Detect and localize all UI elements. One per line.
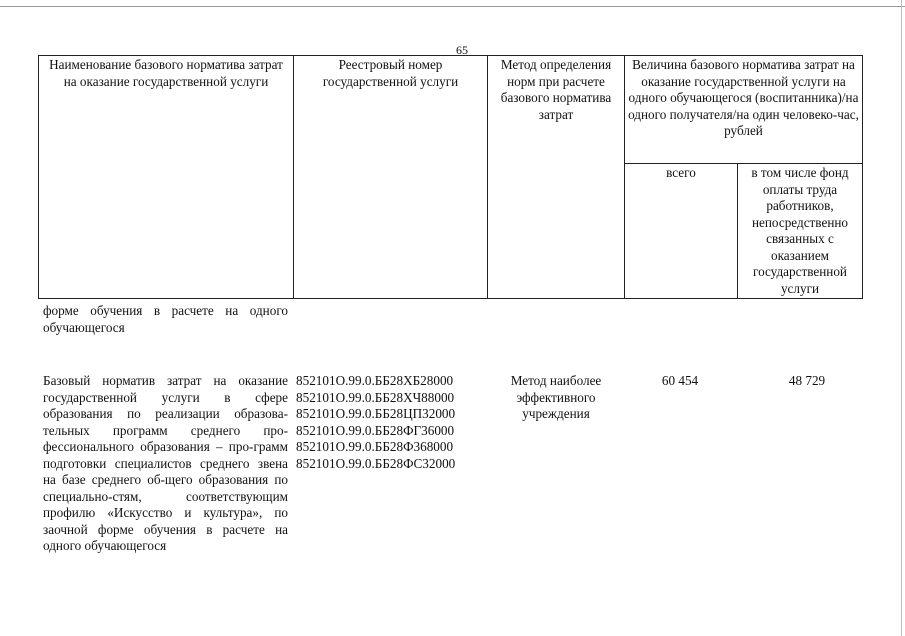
row-wage-fund: 48 729 <box>788 373 826 388</box>
registry-number: 852101О.99.0.ББ28Ф368000 <box>296 439 454 454</box>
registry-number: 852101О.99.0.ББ28ХБ28000 <box>296 373 454 388</box>
registry-number: 852101О.99.0.ББ28ЦП32000 <box>296 406 456 421</box>
row-name: Базовый норматив затрат на оказание государственной услуги в сфере образования по реализации образова-тельных программ среднего про-фессионального образования – про-грамм подготовки специалистов среднего звена на базе среднего об-щего образования по специально-стям, соответствующим профилю «Искусство и культура», по заочной форме обучения в расчете на одного обучающегося <box>43 373 288 553</box>
header-registry-number: Реестровый номер государственной услуги <box>294 56 488 299</box>
row-method: Метод наиболее эффективного учреждения <box>510 373 602 421</box>
header-total: всего <box>625 164 738 299</box>
registry-number: 852101О.99.0.ББ28ФГ36000 <box>296 422 455 438</box>
header-name: Наименование базового норматива затрат на оказание государственной услуги <box>39 56 294 299</box>
scan-top-border <box>0 6 905 7</box>
header-method: Метод определения норм при расчете базового норматива затрат <box>488 56 625 299</box>
header-value: Величина базового норматива затрат на оказание государственной услуги на одного обучающегося (воспитанника)/на одного получателя/на один человеко-час, рублей <box>625 56 863 164</box>
registry-number: 852101О.99.0.ББ28ФС32000 <box>296 455 456 471</box>
registry-number: 852101О.99.0.ББ28ХЧ88000 <box>296 389 455 405</box>
page-number: 65 <box>456 43 468 57</box>
scan-right-border <box>901 0 902 636</box>
row-total: 60 454 <box>661 373 699 388</box>
table-header <box>38 55 863 299</box>
registry-numbers <box>296 373 486 472</box>
continuation-text: форме обучения в расчете на одного обучающегося <box>43 303 288 335</box>
header-wage-fund: в том числе фонд оплаты труда работников, непосредственно связанных с оказанием государственной услуги <box>738 164 863 299</box>
